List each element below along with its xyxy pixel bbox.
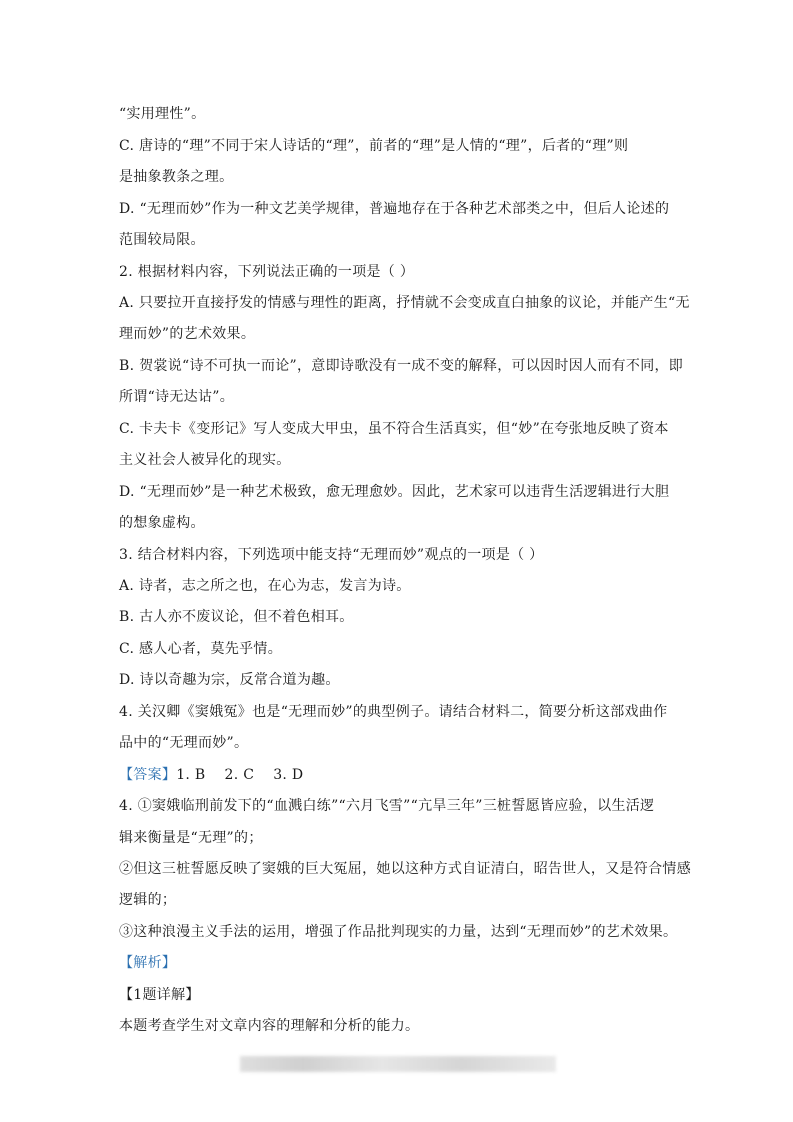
option-a: A. 诗者，志之所之也，在心为志，发言为诗。 (119, 578, 411, 594)
option-c: C. 感人心者，莫先乎情。 (119, 641, 283, 657)
question-4: 4. 关汉卿《窦娥冤》也是“无理而妙”的典型例子。请结合材料二，简要分析这部戏曲作 (119, 704, 668, 720)
answer-text-line: ③这种浪漫主义手法的运用，增强了作品批判现实的力量，达到“无理而妙”的艺术效果。 (119, 924, 678, 940)
text-line: 所谓“诗无达诂”。 (119, 389, 235, 405)
answer-text-line: 辑来衡量是“无理”的； (119, 830, 263, 846)
section-title: 【1题详解】 (119, 987, 200, 1003)
text-line: 的想象虚构。 (119, 515, 205, 531)
answer-text: 1. B 2. C 3. D (176, 767, 304, 783)
answer-tag: 【答案】 (119, 767, 177, 783)
text-line: “实用理性”。 (119, 106, 206, 122)
answer-line (119, 764, 303, 784)
text-line: D. “无理而妙”作为一种文艺美学规律，普遍地存在于各种艺术部类之中，但后人论述的 (119, 201, 670, 217)
text-line: C. 卡夫卡《变形记》写人变成大甲虫，虽不符合生活真实，但“妙”在夸张地反映了资本 (119, 421, 669, 437)
answer-text-line: 4. ①窦娥临刑前发下的“血溅白练”“六月飞雪”“亢旱三年”三桩誓愿皆应验，以生活逻 (119, 798, 655, 814)
text-line: A. 只要拉开直接抒发的情感与理性的距离，抒情就不会变成直白抽象的议论，并能产生“无 (119, 295, 690, 311)
text-line: D. “无理而妙”是一种艺术极致，愈无理愈妙。因此，艺术家可以违背生活逻辑进行大胆 (119, 484, 670, 500)
text-line: 品中的“无理而妙”。 (119, 735, 249, 751)
analysis-tag: 【解析】 (119, 955, 177, 971)
text-line: 是抽象教条之理。 (119, 169, 234, 185)
text-line: 本题考查学生对文章内容的理解和分析的能力。 (119, 1018, 420, 1034)
option-d: D. 诗以奇趣为宗，反常合道为趣。 (119, 672, 340, 688)
option-b: B. 古人亦不废议论，但不着色相耳。 (119, 609, 354, 625)
answer-text-line: ②但这三桩誓愿反映了窦娥的巨大冤屈，她以这种方式自证清白，昭告世人，又是符合情感 (119, 861, 691, 877)
text-line: 理而妙”的艺术效果。 (119, 326, 256, 342)
footer-watermark (240, 1056, 556, 1072)
text-line: 主义社会人被异化的现实。 (119, 452, 291, 468)
text-line: C. 唐诗的“理”不同于宋人诗话的“理”，前者的“理”是人情的“理”，后者的“理”则 (119, 138, 629, 154)
question-3: 3. 结合材料内容，下列选项中能支持“无理而妙”观点的一项是（ ） (119, 547, 544, 563)
text-line: B. 贺裳说“诗不可执一而论”，意即诗歌没有一成不变的解释，可以因时因人而有不同，即 (119, 358, 684, 374)
answer-text-line: 逻辑的； (119, 892, 177, 908)
text-line: 范围较局限。 (119, 232, 205, 248)
question-2: 2. 根据材料内容，下列说法正确的一项是（ ） (119, 264, 415, 280)
